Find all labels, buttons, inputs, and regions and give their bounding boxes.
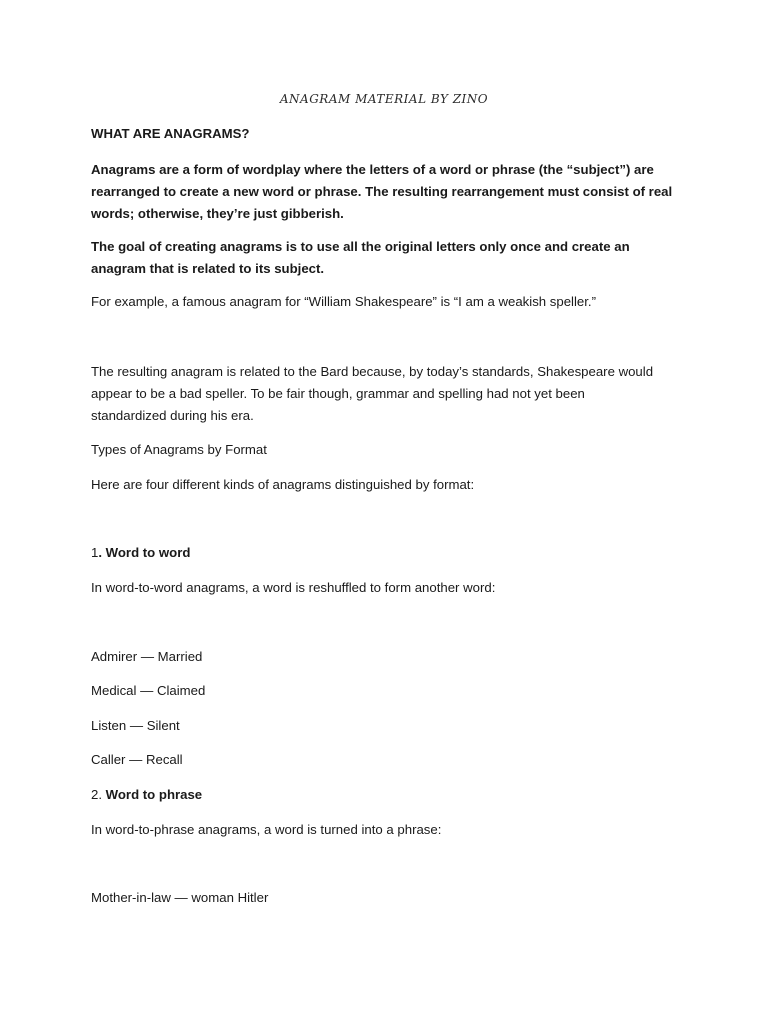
goal-line-2: anagram that is related to its subject. — [91, 261, 325, 276]
types-intro: Here are four different kinds of anagrams distinguished by format: — [91, 477, 475, 492]
section-1-title: . Word to word — [98, 545, 191, 560]
document-title: ANAGRAM MATERIAL BY ZINO — [279, 92, 489, 106]
intro-line-3: words; otherwise, they’re just gibberish. — [91, 206, 344, 221]
example-item: Medical — Claimed — [91, 683, 206, 698]
section-1-heading — [91, 542, 691, 564]
heading-what-are-anagrams: WHAT ARE ANAGRAMS? — [91, 126, 250, 141]
types-heading: Types of Anagrams by Format — [91, 442, 267, 457]
example-item: Mother-in-law — woman Hitler — [91, 890, 269, 905]
example-item: Admirer — Married — [91, 649, 203, 664]
section-1-description: In word-to-word anagrams, a word is reshuffled to form another word: — [91, 580, 496, 595]
example-item: Listen — Silent — [91, 718, 180, 733]
bard-line-1: The resulting anagram is related to the Bard because, by today’s standards, Shakespeare would — [91, 364, 654, 379]
example-item: Caller — Recall — [91, 752, 183, 767]
intro-line-2: rearranged to create a new word or phrase. The resulting rearrangement must consist of real — [91, 184, 673, 199]
section-2-title: Word to phrase — [105, 787, 203, 802]
bard-line-3: standardized during his era. — [91, 408, 254, 423]
section-2-number: 2. — [91, 787, 106, 802]
section-2-heading — [91, 784, 691, 806]
section-1-number: 1 — [91, 545, 99, 560]
goal-line-1: The goal of creating anagrams is to use all the original letters only once and create an — [91, 239, 630, 254]
intro-line-1: Anagrams are a form of wordplay where the letters of a word or phrase (the “subject”) are — [91, 162, 654, 177]
example-paragraph: For example, a famous anagram for “William Shakespeare” is “I am a weakish speller.” — [91, 294, 596, 309]
section-2-description: In word-to-phrase anagrams, a word is turned into a phrase: — [91, 822, 442, 837]
bard-line-2: appear to be a bad speller. To be fair though, grammar and spelling had not yet been — [91, 386, 585, 401]
